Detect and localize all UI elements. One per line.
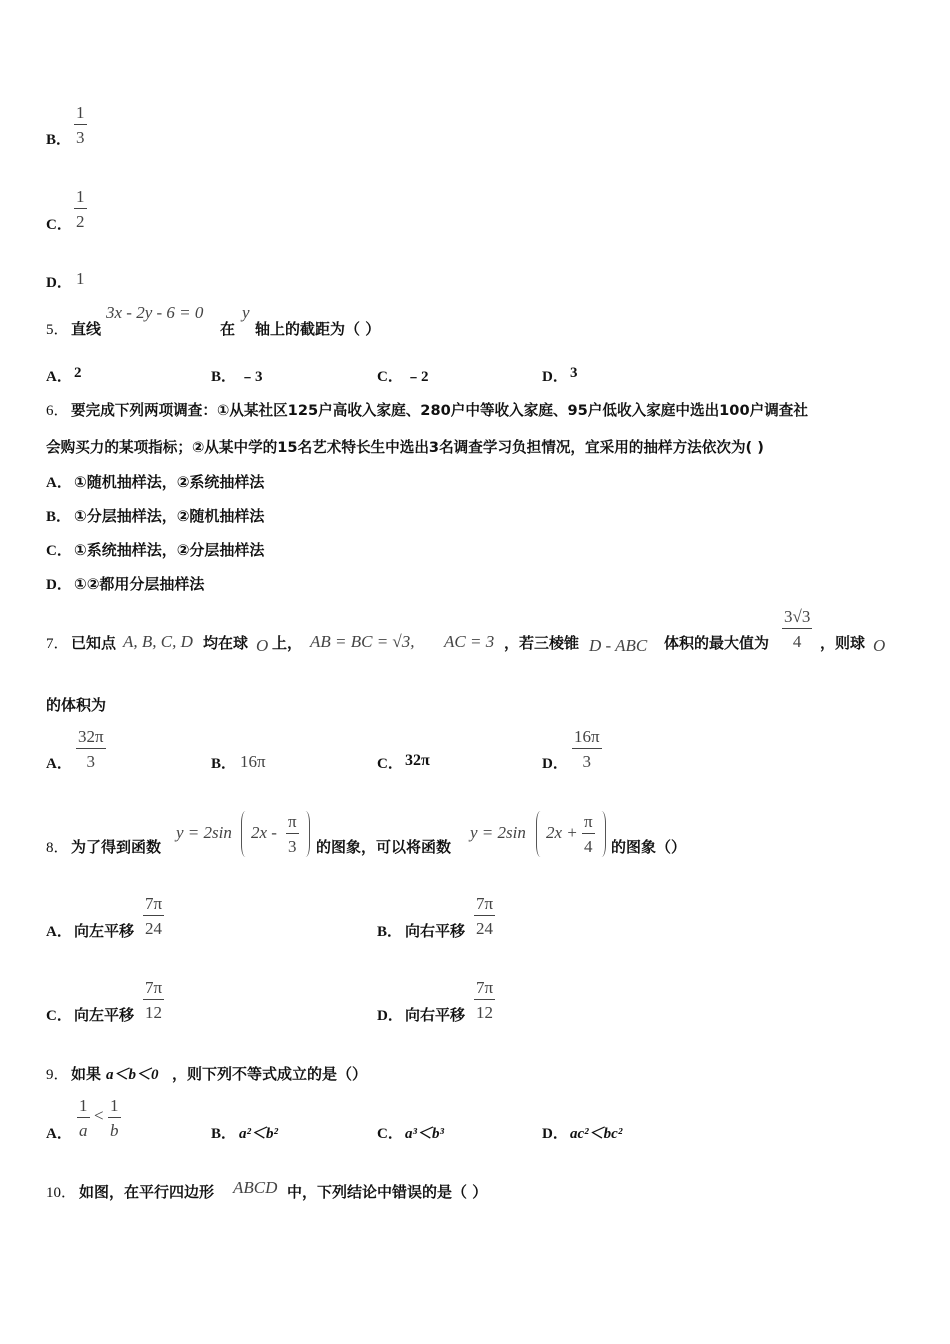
q7-pyramid: D - ABC <box>589 636 648 655</box>
q7-text-5: 体积的最大值为 <box>664 634 770 652</box>
q8-option-b-fraction: 7π 24 <box>476 894 494 938</box>
q9-option-c-label: C． <box>377 1126 403 1142</box>
q9-condition: a＜b＜0 <box>106 1067 159 1083</box>
q7-sphere-o-2: O <box>873 636 886 655</box>
q8-f2-right-paren <box>597 811 606 857</box>
q5-option-c-label: C． <box>377 369 403 385</box>
q7-text-6: ，则球 <box>820 634 866 652</box>
q6-number: 6． <box>46 403 69 419</box>
q8-function-1-prefix: y = 2sin <box>176 823 232 842</box>
q8-f1-left-paren <box>241 811 250 857</box>
q7-points: A, B, C, D <box>123 632 193 651</box>
q4-option-b-fraction: 1 3 <box>76 103 85 147</box>
q8-text-1: 为了得到函数 <box>71 838 162 856</box>
q6-option-d-label: D． <box>46 577 72 593</box>
q7-number: 7． <box>46 636 69 652</box>
q9-number: 9． <box>46 1067 69 1083</box>
q8-function-1-inner: 2x - <box>251 823 277 842</box>
q5-axis-var: y <box>242 303 250 322</box>
q8-function-2-inner: 2x + <box>546 823 578 842</box>
q7-option-d-fraction: 16π 3 <box>574 727 600 771</box>
q9-option-a-relation: < <box>94 1106 104 1125</box>
q7-text-4: ，若三棱锥 <box>504 634 580 652</box>
q4-option-c-label: C． <box>46 217 72 233</box>
q9-text-2: ，则下列不等式成立的是（） <box>172 1065 368 1083</box>
q8-function-1-fraction: π 3 <box>288 812 297 856</box>
q7-option-c-label: C． <box>377 756 403 772</box>
q8-text-3: 的图象（） <box>611 838 687 856</box>
q9-option-a-right-fraction: 1 b <box>110 1096 119 1140</box>
q4-option-c-fraction: 1 2 <box>76 187 85 231</box>
q6-option-d-text: ①②都用分层抽样法 <box>74 575 205 593</box>
q9-option-d-label: D． <box>542 1126 568 1142</box>
q9-option-a-label: A． <box>46 1126 72 1142</box>
q6-option-b-text: ①分层抽样法，②随机抽样法 <box>74 507 265 525</box>
q5-option-c-text: ﹣2 <box>406 369 429 385</box>
q8-option-a-fraction: 7π 24 <box>145 894 163 938</box>
q6-option-c-label: C． <box>46 543 72 559</box>
q5-option-d-text: 3 <box>570 365 578 381</box>
q7-condition-1: AB = BC = √3, <box>310 632 415 651</box>
q7-line2: 的体积为 <box>46 696 107 714</box>
q4-option-d-value: 1 <box>76 269 85 288</box>
q7-text-3: 上， <box>272 634 303 652</box>
q8-option-b-text: 向右平移 <box>405 922 466 940</box>
q8-option-a-text: 向左平移 <box>74 922 135 940</box>
q7-max-volume-fraction: 3√3 4 <box>784 607 811 651</box>
q7-text-2: 均在球 <box>203 634 249 652</box>
q8-option-b-label: B． <box>377 924 403 940</box>
q6-line1: 要完成下列两项调查：①从某社区125户高收入家庭、280户中等收入家庭、95户低收入家庭中选出100户调查社 <box>71 402 808 419</box>
q9-text-1: 如果 <box>71 1065 102 1083</box>
q6-option-a-label: A． <box>46 475 72 491</box>
q7-option-d-label: D． <box>542 756 568 772</box>
q5-option-a-text: 2 <box>74 365 82 381</box>
q10-figure-name: ABCD <box>233 1178 278 1197</box>
q5-option-a-label: A． <box>46 369 72 385</box>
q9-option-c-text: a³＜b³ <box>405 1126 444 1142</box>
q6-option-a-text: ①随机抽样法，②系统抽样法 <box>74 473 265 491</box>
q8-function-2-prefix: y = 2sin <box>470 823 526 842</box>
q5-option-b-text: ﹣3 <box>240 369 263 385</box>
q5-option-b-label: B． <box>211 369 237 385</box>
q7-condition-2: AC = 3 <box>444 632 495 651</box>
q8-function-2-fraction: π 4 <box>584 812 593 856</box>
q10-text-1: 如图，在平行四边形 <box>79 1183 215 1201</box>
q9-option-a-left-fraction: 1 a <box>79 1096 88 1140</box>
q6-option-c-text: ①系统抽样法，②分层抽样法 <box>74 541 265 559</box>
q8-number: 8． <box>46 840 69 856</box>
q9-option-b-label: B． <box>211 1126 237 1142</box>
q8-option-c-fraction: 7π 12 <box>145 978 163 1022</box>
q7-option-a-label: A． <box>46 756 72 772</box>
q5-text-pre: 直线 <box>71 320 102 338</box>
q8-option-d-label: D． <box>377 1008 403 1024</box>
q4-option-d-label: D． <box>46 275 72 291</box>
q10-text-2: 中，下列结论中错误的是（ ） <box>287 1183 488 1201</box>
q8-f2-left-paren <box>536 811 545 857</box>
q9-option-b-text: a²＜b² <box>239 1126 278 1142</box>
q9-option-d-text: ac²＜bc² <box>570 1126 623 1142</box>
q5-option-d-label: D． <box>542 369 568 385</box>
q8-f1-right-paren <box>301 811 310 857</box>
q6-option-b-label: B． <box>46 509 72 525</box>
q7-option-a-fraction: 32π 3 <box>78 727 104 771</box>
q5-text-mid: 在 <box>220 320 236 338</box>
q8-text-2: 的图象，可以将函数 <box>316 838 452 856</box>
q6-line2: 会购买力的某项指标；②从某中学的15名艺术特长生中选出3名调查学习负担情况，宜采用的抽样方法依次为( ) <box>46 439 764 456</box>
q8-option-c-text: 向左平移 <box>74 1006 135 1024</box>
q8-option-d-text: 向右平移 <box>405 1006 466 1024</box>
q7-option-b-text: 16π <box>240 752 266 771</box>
q8-option-d-fraction: 7π 12 <box>476 978 494 1022</box>
q5-equation: 3x - 2y - 6 = 0 <box>106 303 204 322</box>
q10-number: 10． <box>46 1185 77 1201</box>
q7-sphere-o: O <box>256 636 269 655</box>
q7-option-c-text: 32π <box>405 752 430 769</box>
q8-option-a-label: A． <box>46 924 72 940</box>
q8-option-c-label: C． <box>46 1008 72 1024</box>
q5-text-post: 轴上的截距为（ ） <box>255 320 381 338</box>
q5-number: 5． <box>46 322 69 338</box>
q7-option-b-label: B． <box>211 756 237 772</box>
q7-text-1: 已知点 <box>71 634 117 652</box>
q4-option-b-label: B． <box>46 132 72 148</box>
